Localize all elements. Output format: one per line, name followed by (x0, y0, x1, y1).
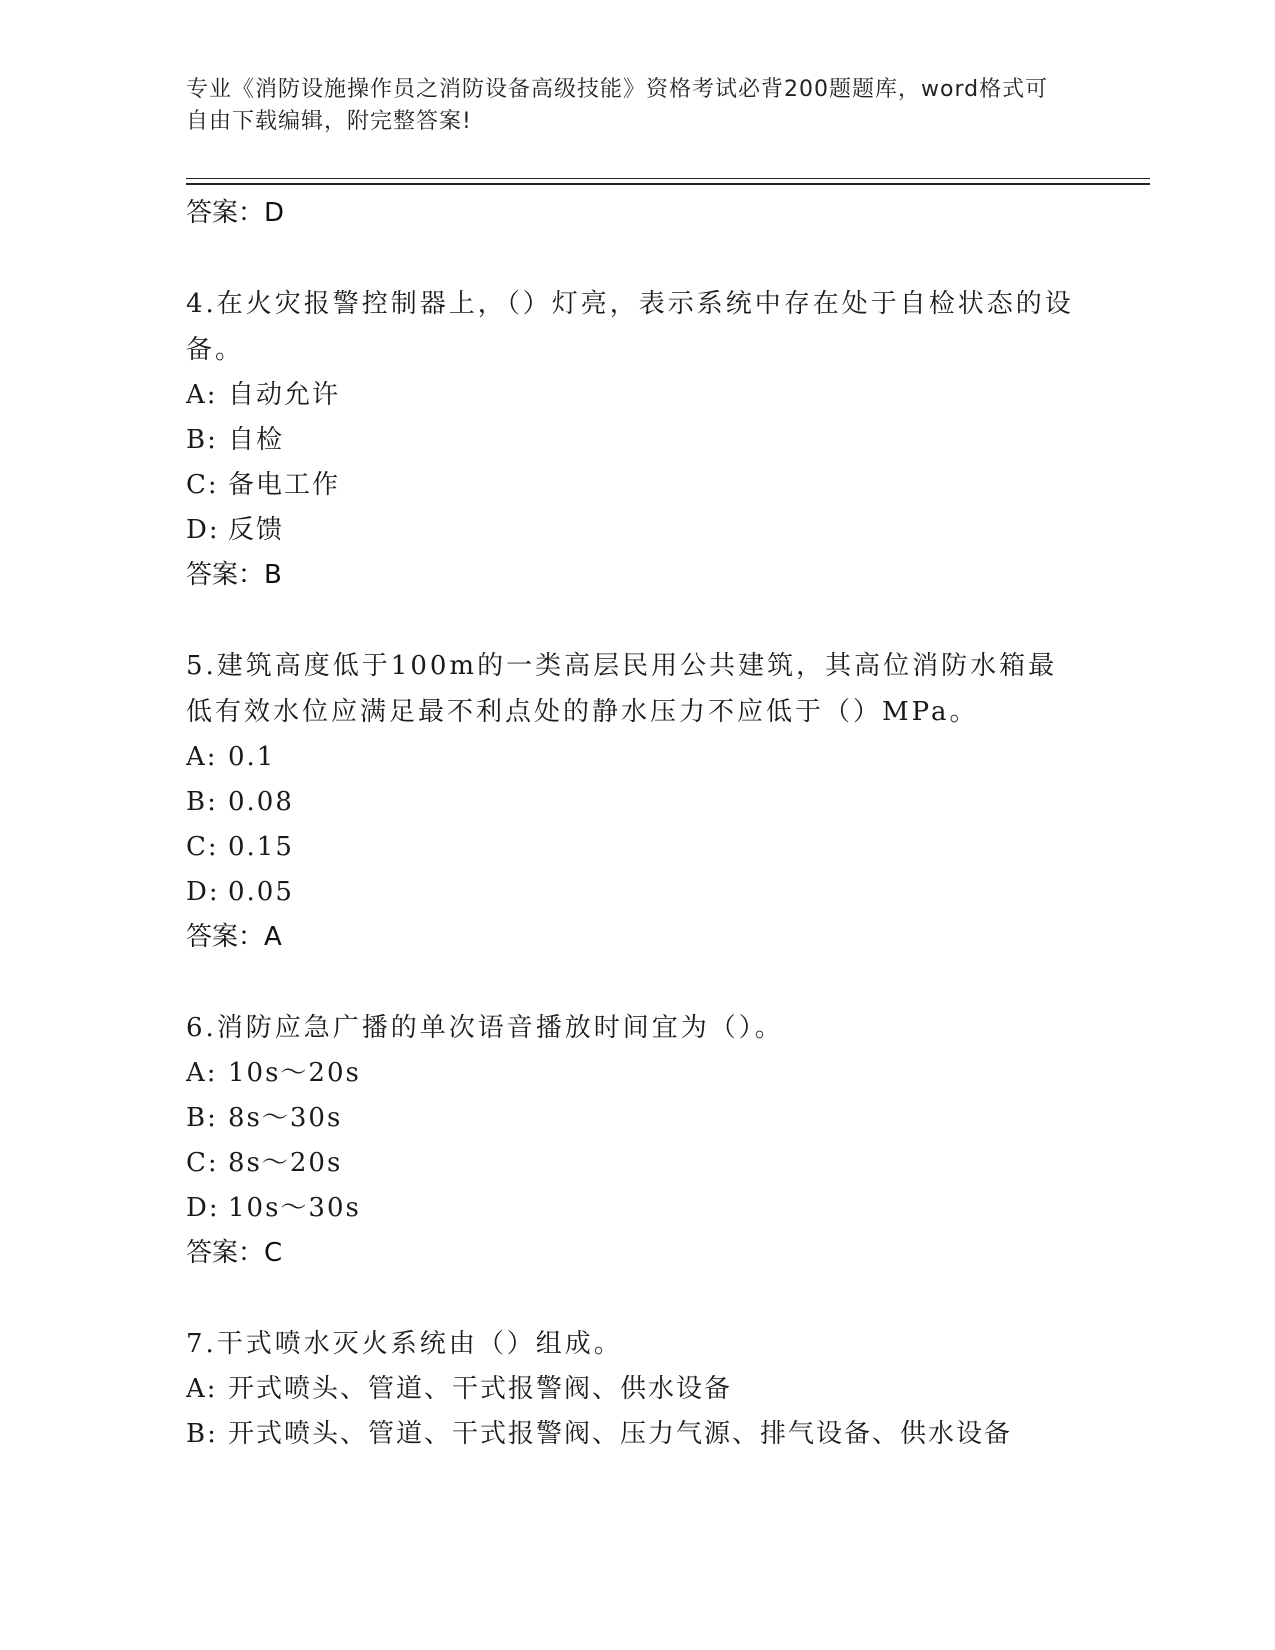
option-text: 10s～20s (228, 1058, 361, 1088)
option-key: D: (186, 1193, 220, 1223)
option-d (186, 1186, 1086, 1231)
option-key: B: (186, 425, 218, 455)
option-c (186, 463, 1086, 508)
answer-line: 答案：D (186, 198, 285, 228)
option-text: 0.15 (228, 832, 294, 862)
option-key: D: (186, 877, 220, 907)
option-key: B: (186, 1103, 218, 1133)
option-b (186, 1412, 1086, 1457)
question-item (186, 1005, 1086, 1276)
option-a (186, 1367, 1086, 1412)
option-key: B: (186, 787, 218, 817)
option-key: A: (186, 380, 218, 410)
document-header: 专业《消防设施操作员之消防设备高级技能》资格考试必背200题题库，word格式可自由下载编辑，附完整答案! (186, 77, 1049, 134)
option-text: 自动允许 (228, 380, 341, 410)
option-key: A: (186, 1058, 218, 1088)
option-text: 开式喷头、管道、干式报警阀、压力气源、排气设备、供水设备 (228, 1419, 1013, 1449)
question-text: 6.消防应急广播的单次语音播放时间宜为（）。 (186, 1013, 784, 1043)
option-a (186, 1051, 1086, 1096)
header-divider-top (186, 178, 1150, 179)
question-text: 7.干式喷水灭火系统由（）组成。 (186, 1329, 623, 1359)
option-d (186, 508, 1086, 553)
option-text: 0.1 (228, 742, 276, 772)
option-text: 8s～20s (228, 1148, 343, 1178)
question-text: 5.建筑高度低于100m的一类高层民用公共建筑，其高位消防水箱最低有效水位应满足最不利点处的静水压力不应低于（）MPa。 (186, 651, 1058, 727)
question-item (186, 281, 1086, 598)
option-b (186, 1096, 1086, 1141)
answer-line: 答案：A (186, 922, 282, 952)
option-key: A: (186, 1374, 218, 1404)
option-key: A: (186, 742, 218, 772)
option-key: C: (186, 1148, 219, 1178)
option-b (186, 780, 1086, 825)
option-c (186, 1141, 1086, 1186)
option-text: 备电工作 (228, 470, 341, 500)
option-key: B: (186, 1419, 218, 1449)
question-text: 4.在火灾报警控制器上，（）灯亮，表示系统中存在处于自检状态的设备。 (186, 289, 1074, 365)
answer-line: 答案：B (186, 560, 282, 590)
option-text: 0.08 (228, 787, 294, 817)
option-text: 自检 (228, 425, 285, 455)
option-text: 10s～30s (228, 1193, 361, 1223)
option-a (186, 373, 1086, 418)
option-text: 反馈 (228, 515, 285, 545)
question-item (186, 643, 1086, 960)
option-key: D: (186, 515, 220, 545)
question-list (186, 188, 1086, 1457)
option-d (186, 870, 1086, 915)
option-c (186, 825, 1086, 870)
option-text: 开式喷头、管道、干式报警阀、供水设备 (228, 1374, 733, 1404)
option-key: C: (186, 832, 219, 862)
option-b (186, 418, 1086, 463)
answer-line: 答案：C (186, 1238, 283, 1268)
option-text: 8s～30s (228, 1103, 343, 1133)
header-divider-bottom (186, 183, 1150, 185)
option-a (186, 735, 1086, 780)
question-item (186, 1321, 1086, 1457)
option-text: 0.05 (228, 877, 294, 907)
option-key: C: (186, 470, 219, 500)
